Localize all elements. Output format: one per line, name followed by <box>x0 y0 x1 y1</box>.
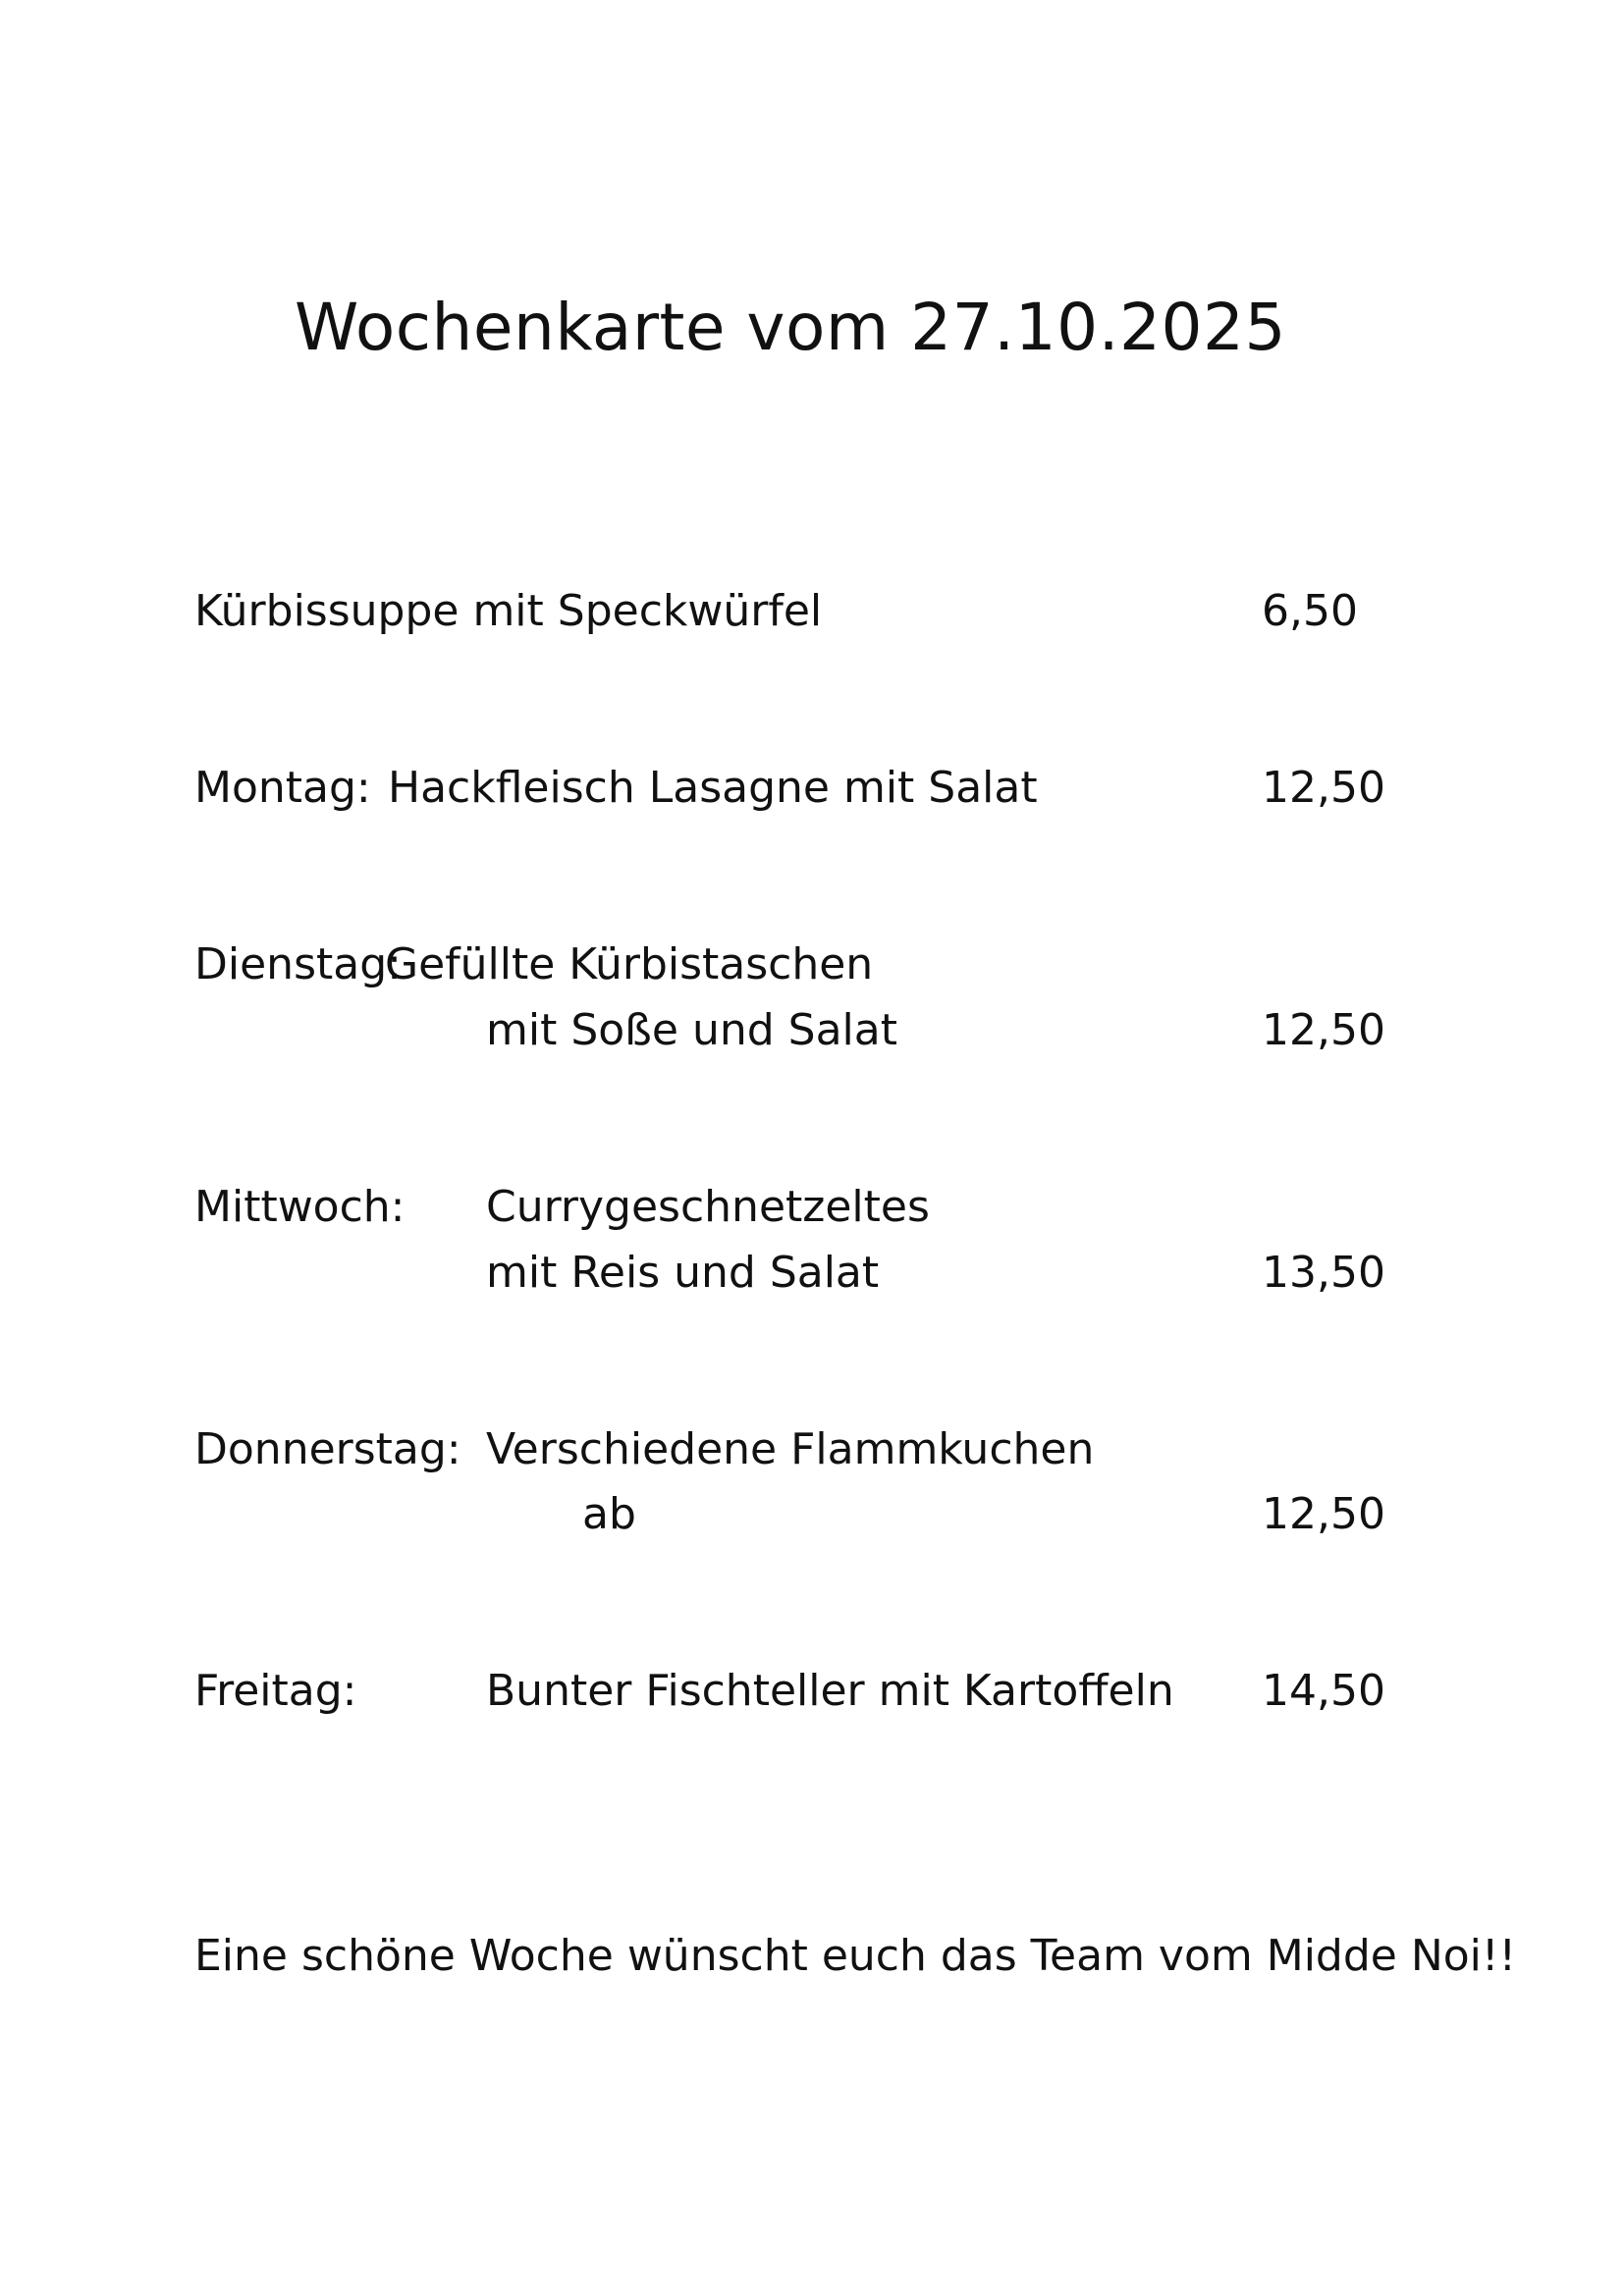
day-label-friday: Freitag: <box>194 1666 357 1716</box>
day-label-wednesday: Mittwoch: <box>194 1182 406 1232</box>
dish-wednesday-line2: mit Reis und Salat <box>486 1248 880 1298</box>
price-monday: 12,50 <box>1262 763 1385 813</box>
dish-tuesday-line2: mit Soße und Salat <box>486 1005 897 1055</box>
dish-monday: Hackfleisch Lasagne mit Salat <box>388 763 1038 813</box>
price-thursday: 12,50 <box>1262 1489 1385 1539</box>
day-label-tuesday: Dienstag: <box>194 939 402 989</box>
footer-greeting: Eine schöne Woche wünscht euch das Team vom Midde Noi!! <box>194 1931 1517 1981</box>
price-wednesday: 13,50 <box>1262 1248 1385 1298</box>
soup-dish: Kürbissuppe mit Speckwürfel <box>194 586 823 636</box>
dish-tuesday-line1: Gefüllte Kürbistaschen <box>385 939 874 989</box>
day-label-thursday: Donnerstag: <box>194 1424 461 1474</box>
dish-thursday-line2: ab <box>582 1489 636 1539</box>
page-title: Wochenkarte vom 27.10.2025 <box>295 290 1287 365</box>
soup-price: 6,50 <box>1262 586 1358 636</box>
dish-thursday-line1: Verschiedene Flammkuchen <box>486 1424 1095 1474</box>
dish-wednesday-line1: Currygeschnetzeltes <box>486 1182 930 1232</box>
price-friday: 14,50 <box>1262 1666 1385 1716</box>
day-label-monday: Montag: <box>194 763 371 813</box>
dish-friday: Bunter Fischteller mit Kartoffeln <box>486 1666 1174 1716</box>
price-tuesday: 12,50 <box>1262 1005 1385 1055</box>
